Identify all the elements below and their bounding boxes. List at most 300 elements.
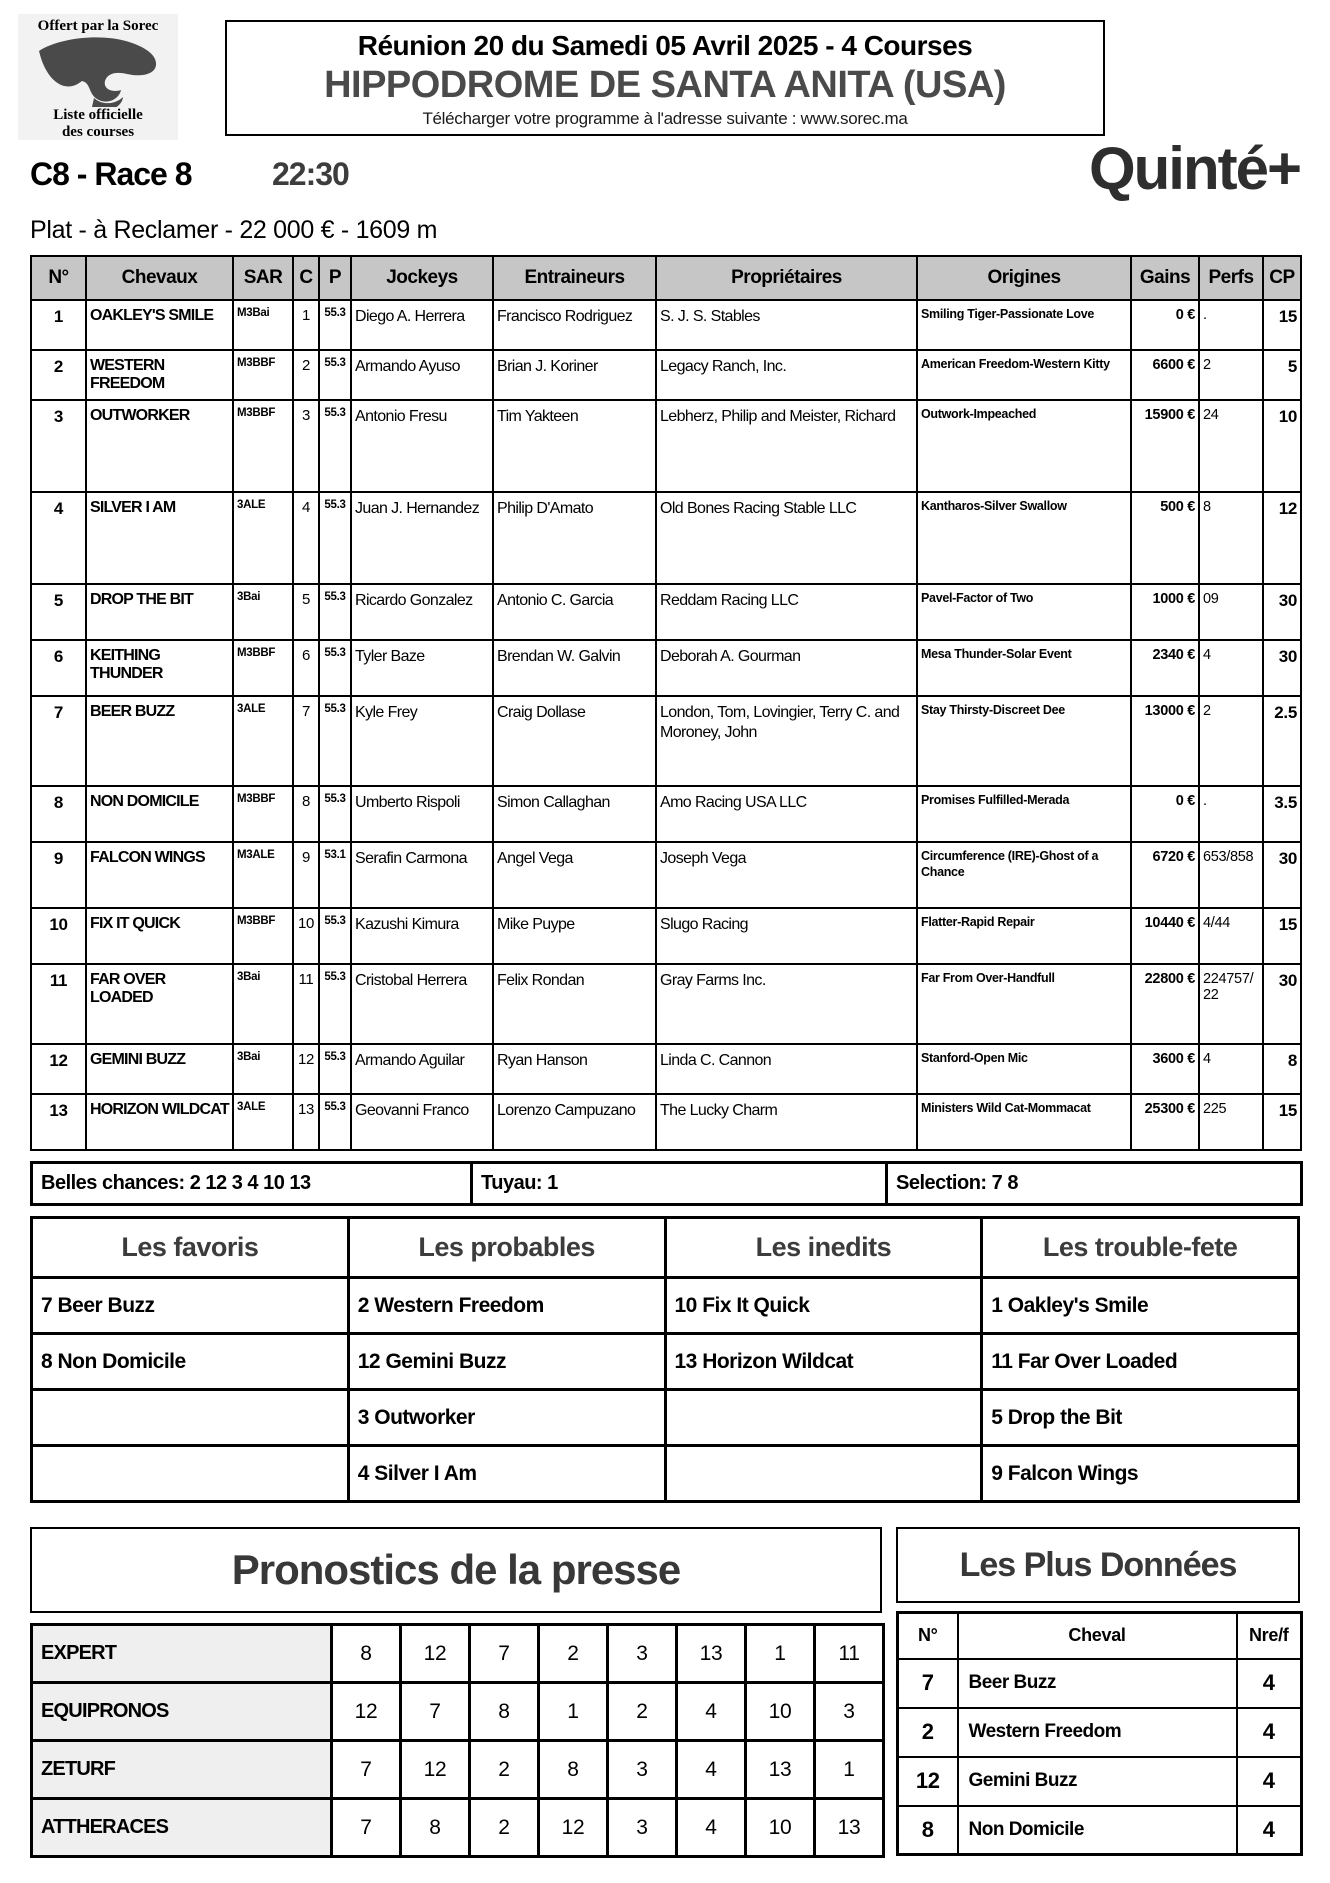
meeting-header-box: [225, 20, 1105, 136]
runner-row: [31, 908, 1301, 964]
runner-weight: 53.1: [319, 842, 351, 908]
runner-origin: Ministers Wild Cat-Mommacat: [917, 1094, 1131, 1150]
pick-cell: 3 Outworker: [348, 1390, 665, 1446]
press-pick-7: 10: [746, 1683, 815, 1741]
runner-weight: 55.3: [319, 300, 351, 350]
runner-perfs: .: [1199, 300, 1263, 350]
runner-jockey: Diego A. Herrera: [351, 300, 493, 350]
press-pick-1: 7: [332, 1799, 401, 1857]
runner-perfs: 653/858: [1199, 842, 1263, 908]
runner-number: 8: [31, 786, 86, 842]
belles-chances: Belles chances: 2 12 3 4 10 13: [32, 1163, 472, 1205]
runner-gains: 0 €: [1131, 300, 1199, 350]
runner-number: 13: [31, 1094, 86, 1150]
press-source: ATTHERACES: [32, 1799, 332, 1857]
runner-gains: 2340 €: [1131, 640, 1199, 696]
press-pick-3: 8: [470, 1683, 539, 1741]
most-given-count: 4: [1237, 1806, 1302, 1855]
runner-origin: Stanford-Open Mic: [917, 1044, 1131, 1094]
col-header-trainers: Entraineurs: [493, 256, 656, 300]
runner-gains: 1000 €: [1131, 584, 1199, 640]
runner-trainer: Felix Rondan: [493, 964, 656, 1044]
runner-sar: M3BBF: [233, 640, 293, 696]
most-given-number: 12: [898, 1757, 958, 1806]
press-pick-6: 13: [677, 1625, 746, 1683]
most-given-col-count: Nre/f: [1237, 1613, 1302, 1659]
runner-number: 5: [31, 584, 86, 640]
runner-weight: 55.3: [319, 964, 351, 1044]
runner-horse-name: FALCON WINGS: [86, 842, 233, 908]
runner-number: 2: [31, 350, 86, 400]
press-pick-5: 3: [608, 1741, 677, 1799]
col-header-p: P: [319, 256, 351, 300]
most-given-horse: Beer Buzz: [958, 1659, 1237, 1708]
press-pick-4: 1: [539, 1683, 608, 1741]
press-pick-8: 13: [815, 1799, 884, 1857]
col-header-origins: Origines: [917, 256, 1131, 300]
runner-jockey: Kazushi Kimura: [351, 908, 493, 964]
press-pick-8: 1: [815, 1741, 884, 1799]
runner-jockey: Tyler Baze: [351, 640, 493, 696]
runner-sar: M3BBF: [233, 908, 293, 964]
runner-number: 3: [31, 400, 86, 492]
logo-bottom-text-line1: Liste officielle: [53, 107, 143, 123]
runner-jockey: Armando Aguilar: [351, 1044, 493, 1094]
runner-number: 7: [31, 696, 86, 786]
press-pick-3: 2: [470, 1741, 539, 1799]
runner-gains: 6720 €: [1131, 842, 1199, 908]
runner-sar: M3Bai: [233, 300, 293, 350]
runner-jockey: Geovanni Franco: [351, 1094, 493, 1150]
runner-row: [31, 584, 1301, 640]
race-line: [30, 135, 1300, 212]
runner-row: [31, 640, 1301, 696]
runner-c: 7: [293, 696, 319, 786]
most-given-number: 8: [898, 1806, 958, 1855]
runner-number: 10: [31, 908, 86, 964]
runner-cp: 8: [1263, 1044, 1301, 1094]
press-title: Pronostics de la presse: [231, 1546, 681, 1593]
pick-cell: [665, 1446, 982, 1502]
picks-header-inedits: Les inedits: [665, 1218, 982, 1278]
press-body: [32, 1625, 884, 1857]
runner-weight: 55.3: [319, 1044, 351, 1094]
runner-perfs: 224757/22: [1199, 964, 1263, 1044]
runner-horse-name: GEMINI BUZZ: [86, 1044, 233, 1094]
press-pick-2: 8: [401, 1799, 470, 1857]
runner-weight: 55.3: [319, 786, 351, 842]
runner-sar: M3BBF: [233, 786, 293, 842]
runner-gains: 3600 €: [1131, 1044, 1199, 1094]
press-pick-5: 3: [608, 1799, 677, 1857]
picks-header-probables: Les probables: [348, 1218, 665, 1278]
press-pick-5: 3: [608, 1625, 677, 1683]
picks-header-favoris: Les favoris: [32, 1218, 349, 1278]
top-header-zone: [0, 0, 1330, 140]
runner-weight: 55.3: [319, 1094, 351, 1150]
runner-gains: 22800 €: [1131, 964, 1199, 1044]
runner-perfs: 8: [1199, 492, 1263, 584]
runner-owner: Reddam Racing LLC: [656, 584, 917, 640]
most-given-number: 7: [898, 1659, 958, 1708]
runner-origin: American Freedom-Western Kitty: [917, 350, 1131, 400]
runner-row: [31, 400, 1301, 492]
col-header-owners: Propriétaires: [656, 256, 917, 300]
most-given-horse: Non Domicile: [958, 1806, 1237, 1855]
runner-horse-name: WESTERN FREEDOM: [86, 350, 233, 400]
press-pick-5: 2: [608, 1683, 677, 1741]
most-given-row: [898, 1806, 1302, 1855]
runner-cp: 15: [1263, 908, 1301, 964]
runner-row: [31, 350, 1301, 400]
runner-trainer: Antonio C. Garcia: [493, 584, 656, 640]
runner-trainer: Ryan Hanson: [493, 1044, 656, 1094]
runner-c: 10: [293, 908, 319, 964]
runner-owner: The Lucky Charm: [656, 1094, 917, 1150]
runner-trainer: Lorenzo Campuzano: [493, 1094, 656, 1150]
press-pick-8: 3: [815, 1683, 884, 1741]
runner-origin: Flatter-Rapid Repair: [917, 908, 1131, 964]
runner-trainer: Brian J. Koriner: [493, 350, 656, 400]
runner-c: 2: [293, 350, 319, 400]
pick-cell: [665, 1390, 982, 1446]
press-pick-4: 2: [539, 1625, 608, 1683]
runner-jockey: Antonio Fresu: [351, 400, 493, 492]
runner-horse-name: OUTWORKER: [86, 400, 233, 492]
pick-cell: 1 Oakley's Smile: [982, 1278, 1299, 1334]
runner-jockey: Juan J. Hernandez: [351, 492, 493, 584]
most-given-title-box: [896, 1527, 1300, 1603]
press-source: ZETURF: [32, 1741, 332, 1799]
runner-trainer: Philip D'Amato: [493, 492, 656, 584]
press-pick-2: 12: [401, 1625, 470, 1683]
runner-horse-name: FIX IT QUICK: [86, 908, 233, 964]
runner-jockey: Serafin Carmona: [351, 842, 493, 908]
press-pick-2: 12: [401, 1741, 470, 1799]
runner-origin: Stay Thirsty-Discreet Dee: [917, 696, 1131, 786]
col-header-cp: CP: [1263, 256, 1301, 300]
runner-cp: 15: [1263, 300, 1301, 350]
runner-jockey: Ricardo Gonzalez: [351, 584, 493, 640]
runner-c: 4: [293, 492, 319, 584]
press-source: EQUIPRONOS: [32, 1683, 332, 1741]
runner-gains: 25300 €: [1131, 1094, 1199, 1150]
most-given-number: 2: [898, 1708, 958, 1757]
press-table: [30, 1623, 885, 1858]
runners-header-row: [31, 256, 1301, 300]
col-header-c: C: [293, 256, 319, 300]
runner-horse-name: OAKLEY'S SMILE: [86, 300, 233, 350]
runner-trainer: Brendan W. Galvin: [493, 640, 656, 696]
runner-row: [31, 492, 1301, 584]
runner-perfs: 24: [1199, 400, 1263, 492]
col-header-perfs: Perfs: [1199, 256, 1263, 300]
picks-row: [32, 1278, 1299, 1334]
runner-weight: 55.3: [319, 696, 351, 786]
runner-weight: 55.3: [319, 908, 351, 964]
runner-c: 8: [293, 786, 319, 842]
runner-cp: 30: [1263, 584, 1301, 640]
runner-trainer: Mike Puype: [493, 908, 656, 964]
runner-jockey: Armando Ayuso: [351, 350, 493, 400]
runner-number: 9: [31, 842, 86, 908]
runner-sar: M3ALE: [233, 842, 293, 908]
runners-body: [31, 300, 1301, 1150]
press-pick-3: 2: [470, 1799, 539, 1857]
runners-table: [30, 255, 1302, 1151]
runner-number: 12: [31, 1044, 86, 1094]
runner-horse-name: BEER BUZZ: [86, 696, 233, 786]
runner-sar: 3Bai: [233, 1044, 293, 1094]
runner-gains: 13000 €: [1131, 696, 1199, 786]
runner-owner: Linda C. Cannon: [656, 1044, 917, 1094]
runner-row: [31, 1094, 1301, 1150]
press-row: [32, 1741, 884, 1799]
runner-weight: 55.3: [319, 584, 351, 640]
col-header-jockeys: Jockeys: [351, 256, 493, 300]
press-pick-7: 10: [746, 1799, 815, 1857]
runner-row: [31, 964, 1301, 1044]
runner-cp: 30: [1263, 964, 1301, 1044]
pick-cell: 2 Western Freedom: [348, 1278, 665, 1334]
runner-weight: 55.3: [319, 350, 351, 400]
runner-cp: 2.5: [1263, 696, 1301, 786]
press-row: [32, 1683, 884, 1741]
runner-owner: Legacy Ranch, Inc.: [656, 350, 917, 400]
most-given-body: [898, 1659, 1302, 1855]
runner-owner: Amo Racing USA LLC: [656, 786, 917, 842]
runner-origin: Circumference (IRE)-Ghost of a Chance: [917, 842, 1131, 908]
runner-perfs: 4/44: [1199, 908, 1263, 964]
runner-jockey: Kyle Frey: [351, 696, 493, 786]
pick-cell: [32, 1390, 349, 1446]
press-pick-3: 7: [470, 1625, 539, 1683]
sorec-horse-logo-icon: [18, 35, 178, 107]
runner-c: 1: [293, 300, 319, 350]
runner-horse-name: DROP THE BIT: [86, 584, 233, 640]
runner-horse-name: SILVER I AM: [86, 492, 233, 584]
runner-number: 4: [31, 492, 86, 584]
runner-perfs: 4: [1199, 640, 1263, 696]
press-row: [32, 1625, 884, 1683]
pick-cell: 10 Fix It Quick: [665, 1278, 982, 1334]
press-pick-1: 12: [332, 1683, 401, 1741]
runner-owner: Gray Farms Inc.: [656, 964, 917, 1044]
runner-cp: 10: [1263, 400, 1301, 492]
runner-sar: 3ALE: [233, 492, 293, 584]
runner-owner: London, Tom, Lovingier, Terry C. and Moroney, John: [656, 696, 917, 786]
hippodrome-title: HIPPODROME DE SANTA ANITA (USA): [324, 64, 1006, 106]
runner-origin: Promises Fulfilled-Merada: [917, 786, 1131, 842]
runner-trainer: Angel Vega: [493, 842, 656, 908]
runner-horse-name: HORIZON WILDCAT: [86, 1094, 233, 1150]
logo-bottom-text-line2: des courses: [61, 124, 135, 141]
runner-horse-name: FAR OVER LOADED: [86, 964, 233, 1044]
most-given-header-row: [898, 1613, 1302, 1659]
runner-row: [31, 300, 1301, 350]
most-given-col-horse: Cheval: [958, 1613, 1237, 1659]
pick-cell: 12 Gemini Buzz: [348, 1334, 665, 1390]
col-header-gains: Gains: [1131, 256, 1199, 300]
picks-table: [30, 1216, 1300, 1503]
runner-c: 11: [293, 964, 319, 1044]
runner-sar: 3Bai: [233, 964, 293, 1044]
runner-row: [31, 842, 1301, 908]
most-given-row: [898, 1708, 1302, 1757]
runner-cp: 15: [1263, 1094, 1301, 1150]
press-section: [30, 1527, 882, 1858]
runner-horse-name: NON DOMICILE: [86, 786, 233, 842]
press-pick-6: 4: [677, 1741, 746, 1799]
runner-origin: Mesa Thunder-Solar Event: [917, 640, 1131, 696]
runner-gains: 500 €: [1131, 492, 1199, 584]
runner-origin: Outwork-Impeached: [917, 400, 1131, 492]
runner-owner: Deborah A. Gourman: [656, 640, 917, 696]
most-given-horse: Gemini Buzz: [958, 1757, 1237, 1806]
most-given-col-number: N°: [898, 1613, 958, 1659]
runner-number: 1: [31, 300, 86, 350]
press-pick-6: 4: [677, 1799, 746, 1857]
press-pick-4: 8: [539, 1741, 608, 1799]
runner-perfs: 2: [1199, 696, 1263, 786]
race-time: 22:30: [272, 156, 349, 192]
runner-sar: 3ALE: [233, 1094, 293, 1150]
picks-row: [32, 1334, 1299, 1390]
runner-origin: Far From Over-Handfull: [917, 964, 1131, 1044]
sorec-logo-box: [18, 14, 178, 140]
runner-owner: Lebherz, Philip and Meister, Richard: [656, 400, 917, 492]
pick-cell: 9 Falcon Wings: [982, 1446, 1299, 1502]
press-pick-7: 13: [746, 1741, 815, 1799]
col-header-number: N°: [31, 256, 86, 300]
runner-perfs: 09: [1199, 584, 1263, 640]
press-source: EXPERT: [32, 1625, 332, 1683]
runner-jockey: Umberto Rispoli: [351, 786, 493, 842]
most-given-title: Les Plus Données: [959, 1545, 1237, 1584]
runner-owner: Slugo Racing: [656, 908, 917, 964]
most-given-count: 4: [1237, 1708, 1302, 1757]
runner-c: 12: [293, 1044, 319, 1094]
summary-row: [32, 1163, 1302, 1205]
press-title-box: [30, 1527, 882, 1613]
most-given-table: [896, 1611, 1303, 1856]
selection: Selection: 7 8: [887, 1163, 1302, 1205]
logo-top-text: Offert par la Sorec: [37, 18, 159, 34]
runner-gains: 10440 €: [1131, 908, 1199, 964]
pick-cell: 11 Far Over Loaded: [982, 1334, 1299, 1390]
runner-sar: 3Bai: [233, 584, 293, 640]
most-given-section: [896, 1527, 1300, 1858]
col-header-sar: SAR: [233, 256, 293, 300]
runner-c: 5: [293, 584, 319, 640]
most-given-horse: Western Freedom: [958, 1708, 1237, 1757]
runner-c: 3: [293, 400, 319, 492]
runner-cp: 12: [1263, 492, 1301, 584]
bet-type-label: Quinté+: [1088, 135, 1300, 202]
runner-cp: 5: [1263, 350, 1301, 400]
runner-cp: 30: [1263, 842, 1301, 908]
press-pick-1: 7: [332, 1741, 401, 1799]
runner-row: [31, 696, 1301, 786]
pick-cell: 13 Horizon Wildcat: [665, 1334, 982, 1390]
most-given-row: [898, 1757, 1302, 1806]
runner-row: [31, 1044, 1301, 1094]
picks-header-row: [32, 1218, 1299, 1278]
press-pick-6: 4: [677, 1683, 746, 1741]
download-note: Télécharger votre programme à l'adresse suivante : www.sorec.ma: [422, 109, 908, 128]
runner-c: 13: [293, 1094, 319, 1150]
pick-cell: 4 Silver I Am: [348, 1446, 665, 1502]
runner-number: 6: [31, 640, 86, 696]
press-pick-1: 8: [332, 1625, 401, 1683]
press-row: [32, 1799, 884, 1857]
runner-sar: M3BBF: [233, 400, 293, 492]
runner-trainer: Simon Callaghan: [493, 786, 656, 842]
runner-c: 9: [293, 842, 319, 908]
runner-gains: 6600 €: [1131, 350, 1199, 400]
runner-row: [31, 786, 1301, 842]
runner-origin: Pavel-Factor of Two: [917, 584, 1131, 640]
runner-cp: 30: [1263, 640, 1301, 696]
press-pick-2: 7: [401, 1683, 470, 1741]
col-header-horses: Chevaux: [86, 256, 233, 300]
most-given-count: 4: [1237, 1659, 1302, 1708]
meeting-title: Réunion 20 du Samedi 05 Avril 2025 - 4 Courses: [357, 30, 973, 61]
runner-origin: Kantharos-Silver Swallow: [917, 492, 1131, 584]
pick-cell: 7 Beer Buzz: [32, 1278, 349, 1334]
runner-perfs: 4: [1199, 1044, 1263, 1094]
runner-c: 6: [293, 640, 319, 696]
runner-owner: S. J. S. Stables: [656, 300, 917, 350]
most-given-row: [898, 1659, 1302, 1708]
press-pick-7: 1: [746, 1625, 815, 1683]
picks-row: [32, 1446, 1299, 1502]
tuyau: Tuyau: 1: [472, 1163, 887, 1205]
pick-cell: [32, 1446, 349, 1502]
runner-weight: 55.3: [319, 492, 351, 584]
runner-cp: 3.5: [1263, 786, 1301, 842]
runner-gains: 0 €: [1131, 786, 1199, 842]
runner-owner: Joseph Vega: [656, 842, 917, 908]
runner-owner: Old Bones Racing Stable LLC: [656, 492, 917, 584]
runner-number: 11: [31, 964, 86, 1044]
picks-header-trouble-fete: Les trouble-fete: [982, 1218, 1299, 1278]
race-code: C8 - Race 8: [30, 156, 192, 192]
runner-perfs: 2: [1199, 350, 1263, 400]
runner-perfs: .: [1199, 786, 1263, 842]
press-pick-4: 12: [539, 1799, 608, 1857]
runner-gains: 15900 €: [1131, 400, 1199, 492]
summary-strip: [30, 1161, 1303, 1206]
runner-weight: 55.3: [319, 640, 351, 696]
runner-sar: 3ALE: [233, 696, 293, 786]
race-conditions: Plat - à Reclamer - 22 000 € - 1609 m: [30, 216, 438, 244]
runner-horse-name: KEITHING THUNDER: [86, 640, 233, 696]
pick-cell: 5 Drop the Bit: [982, 1390, 1299, 1446]
runner-trainer: Francisco Rodriguez: [493, 300, 656, 350]
runner-trainer: Tim Yakteen: [493, 400, 656, 492]
picks-row: [32, 1390, 1299, 1446]
runner-sar: M3BBF: [233, 350, 293, 400]
pick-cell: 8 Non Domicile: [32, 1334, 349, 1390]
runner-trainer: Craig Dollase: [493, 696, 656, 786]
bottom-zone: [30, 1527, 1300, 1858]
runner-origin: Smiling Tiger-Passionate Love: [917, 300, 1131, 350]
most-given-count: 4: [1237, 1757, 1302, 1806]
press-pick-8: 11: [815, 1625, 884, 1683]
runner-weight: 55.3: [319, 400, 351, 492]
runner-jockey: Cristobal Herrera: [351, 964, 493, 1044]
